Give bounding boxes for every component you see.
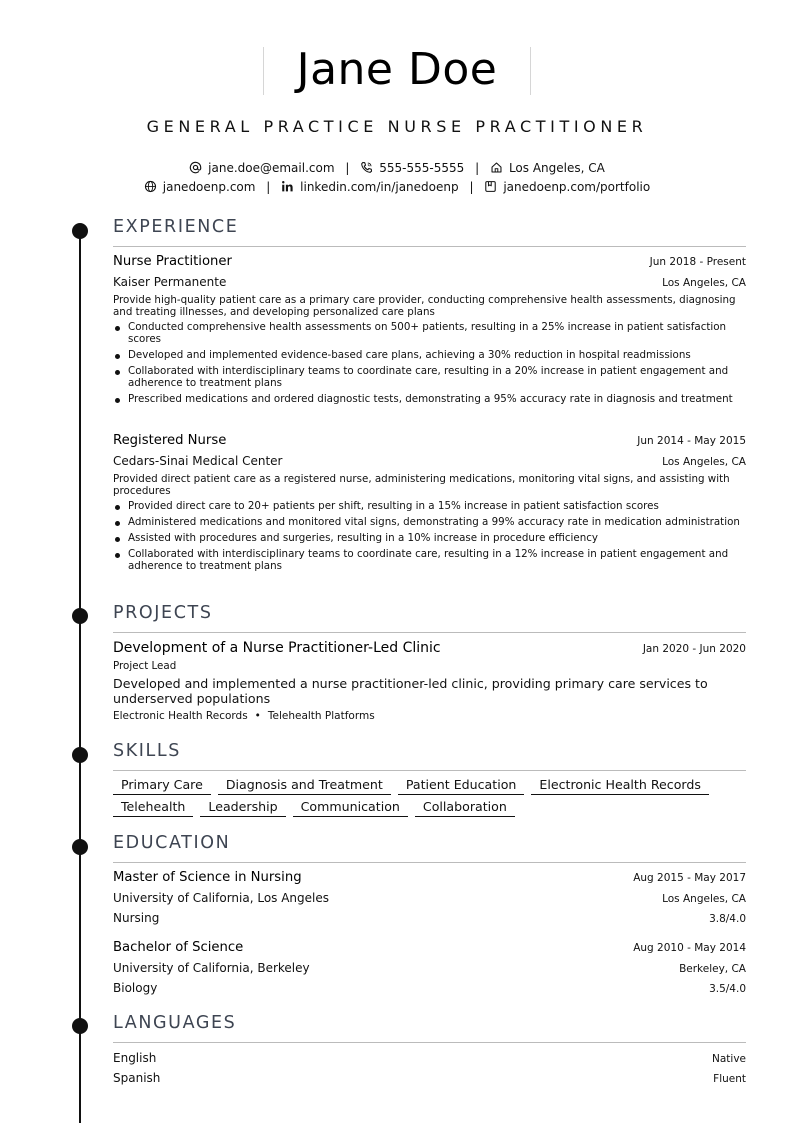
education-entry — [113, 869, 746, 928]
job-bullet: Administered medications and monitored vital signs, demonstrating a 99% accuracy rate in medication administration — [113, 516, 746, 528]
timeline-dot-projects — [72, 608, 88, 624]
project-tech-item: Telehealth Platforms — [267, 710, 375, 722]
skill-tag: Electronic Health Records — [531, 777, 709, 795]
section-title-experience: EXPERIENCE — [113, 217, 239, 237]
language-name: English — [113, 1051, 157, 1065]
gpa: 3.5/4.0 — [709, 983, 746, 995]
skill-tag: Communication — [293, 799, 408, 817]
gpa: 3.8/4.0 — [709, 913, 746, 925]
project-tech-item: Electronic Health Records — [113, 710, 248, 722]
contact-separator: | — [345, 160, 350, 175]
skills-list — [113, 777, 746, 821]
project-entry — [113, 639, 746, 723]
job-company: Kaiser Permanente — [113, 275, 227, 289]
linkedin-text: linkedin.com/in/janedoenp — [300, 179, 459, 194]
job-title: Nurse Practitioner — [113, 254, 232, 269]
section-divider — [113, 246, 746, 247]
field-of-study: Nursing — [113, 911, 160, 925]
school-name: University of California, Berkeley — [113, 961, 310, 975]
job-summary: Provided direct patient care as a registered nurse, administering medications, monitoring vital signs, and assisting with procedures — [113, 473, 730, 497]
email-text: jane.doe@email.com — [208, 160, 335, 175]
timeline-line — [79, 226, 81, 1123]
portfolio-text: janedoenp.com/portfolio — [503, 179, 651, 194]
job-bullet: Collaborated with interdisciplinary teams to coordinate care, resulting in a 20% increase in patient engagement and adherence to treatment plans — [113, 365, 746, 389]
school-location: Los Angeles, CA — [662, 893, 746, 905]
project-description: Developed and implemented a nurse practitioner-led clinic, providing primary care services to underserved populations — [113, 676, 708, 706]
job-title: Registered Nurse — [113, 433, 227, 448]
phone-item[interactable] — [360, 160, 464, 176]
timeline-dot-skills — [72, 747, 88, 763]
education-dates: Aug 2010 - May 2014 — [633, 942, 746, 954]
job-location: Los Angeles, CA — [662, 277, 746, 289]
portfolio-item[interactable] — [484, 179, 650, 195]
phone-text: 555-555-5555 — [379, 160, 465, 175]
project-title: Development of a Nurse Practitioner-Led Clinic — [113, 640, 441, 656]
languages-list — [113, 1049, 746, 1088]
education-entry — [113, 939, 746, 998]
candidate-role: GENERAL PRACTICE NURSE PRACTITIONER — [146, 117, 648, 136]
education-dates: Aug 2015 - May 2017 — [633, 872, 746, 884]
at-sign-icon — [189, 161, 202, 174]
linkedin-item[interactable] — [281, 179, 458, 195]
section-divider — [113, 770, 746, 771]
project-role: Project Lead — [113, 660, 177, 672]
skill-tag: Diagnosis and Treatment — [218, 777, 391, 795]
contact-separator: | — [475, 160, 480, 175]
project-tech — [113, 709, 746, 723]
job-bullets — [113, 321, 746, 405]
field-of-study: Biology — [113, 981, 158, 995]
job-location: Los Angeles, CA — [662, 456, 746, 468]
contact-row-1 — [0, 159, 794, 176]
language-name: Spanish — [113, 1071, 161, 1085]
skill-tag: Leadership — [200, 799, 285, 817]
job-bullet: Prescribed medications and ordered diagnostic tests, demonstrating a 95% accuracy rate in diagnosis and treatment — [113, 393, 746, 405]
section-title-education: EDUCATION — [113, 833, 231, 853]
school-location: Berkeley, CA — [679, 963, 746, 975]
timeline-dot-education — [72, 839, 88, 855]
experience-entry — [113, 432, 746, 576]
timeline-dot-experience — [72, 223, 88, 239]
skill-tag: Primary Care — [113, 777, 211, 795]
section-divider — [113, 862, 746, 863]
skill-tag: Telehealth — [113, 799, 193, 817]
location-text: Los Angeles, CA — [508, 160, 605, 175]
website-text: janedoenp.com — [162, 179, 256, 194]
job-summary: Provide high-quality patient care as a primary care provider, conducting comprehensive health assessments, diagnosing and treating illnesses, and developing personalized care plans — [113, 294, 736, 318]
language-level: Fluent — [713, 1073, 746, 1085]
job-bullet: Conducted comprehensive health assessments on 500+ patients, resulting in a 25% increase in patient satisfaction scores — [113, 321, 746, 345]
contact-row-2 — [0, 178, 794, 195]
phone-icon — [360, 161, 373, 174]
job-bullet: Collaborated with interdisciplinary teams to coordinate care, resulting in a 12% increase in patient engagement and adherence to treatment plans — [113, 548, 746, 572]
experience-entry — [113, 253, 746, 409]
degree-title: Master of Science in Nursing — [113, 870, 302, 885]
job-bullets — [113, 500, 746, 572]
email-item[interactable] — [189, 160, 334, 176]
job-bullet: Developed and implemented evidence-based care plans, achieving a 30% reduction in hospital readmissions — [113, 349, 746, 361]
job-bullet: Assisted with procedures and surgeries, resulting in a 10% increase in procedure efficiency — [113, 532, 746, 544]
project-dates: Jan 2020 - Jun 2020 — [642, 643, 746, 655]
globe-icon — [144, 180, 157, 193]
portfolio-icon — [484, 180, 497, 193]
job-company: Cedars-Sinai Medical Center — [113, 454, 283, 468]
school-name: University of California, Los Angeles — [113, 891, 330, 905]
job-dates: Jun 2018 - Present — [649, 256, 746, 268]
home-icon — [490, 161, 503, 174]
linkedin-icon — [281, 180, 294, 193]
tech-separator: • — [254, 710, 261, 722]
section-title-projects: PROJECTS — [113, 603, 213, 623]
section-title-languages: LANGUAGES — [113, 1013, 237, 1033]
timeline-dot-languages — [72, 1018, 88, 1034]
skill-tag: Patient Education — [398, 777, 525, 795]
section-title-skills: SKILLS — [113, 741, 181, 761]
candidate-name: Jane Doe — [296, 44, 498, 95]
contact-separator: | — [469, 179, 474, 194]
section-divider — [113, 1042, 746, 1043]
section-divider — [113, 632, 746, 633]
name-box — [263, 44, 531, 95]
contact-separator: | — [266, 179, 271, 194]
skill-tag: Collaboration — [415, 799, 515, 817]
job-bullet: Provided direct care to 20+ patients per shift, resulting in a 15% increase in patient satisfaction scores — [113, 500, 746, 512]
language-level: Native — [712, 1053, 746, 1065]
website-item[interactable] — [144, 179, 256, 195]
location-item — [490, 160, 605, 176]
job-dates: Jun 2014 - May 2015 — [637, 435, 746, 447]
degree-title: Bachelor of Science — [113, 940, 244, 955]
